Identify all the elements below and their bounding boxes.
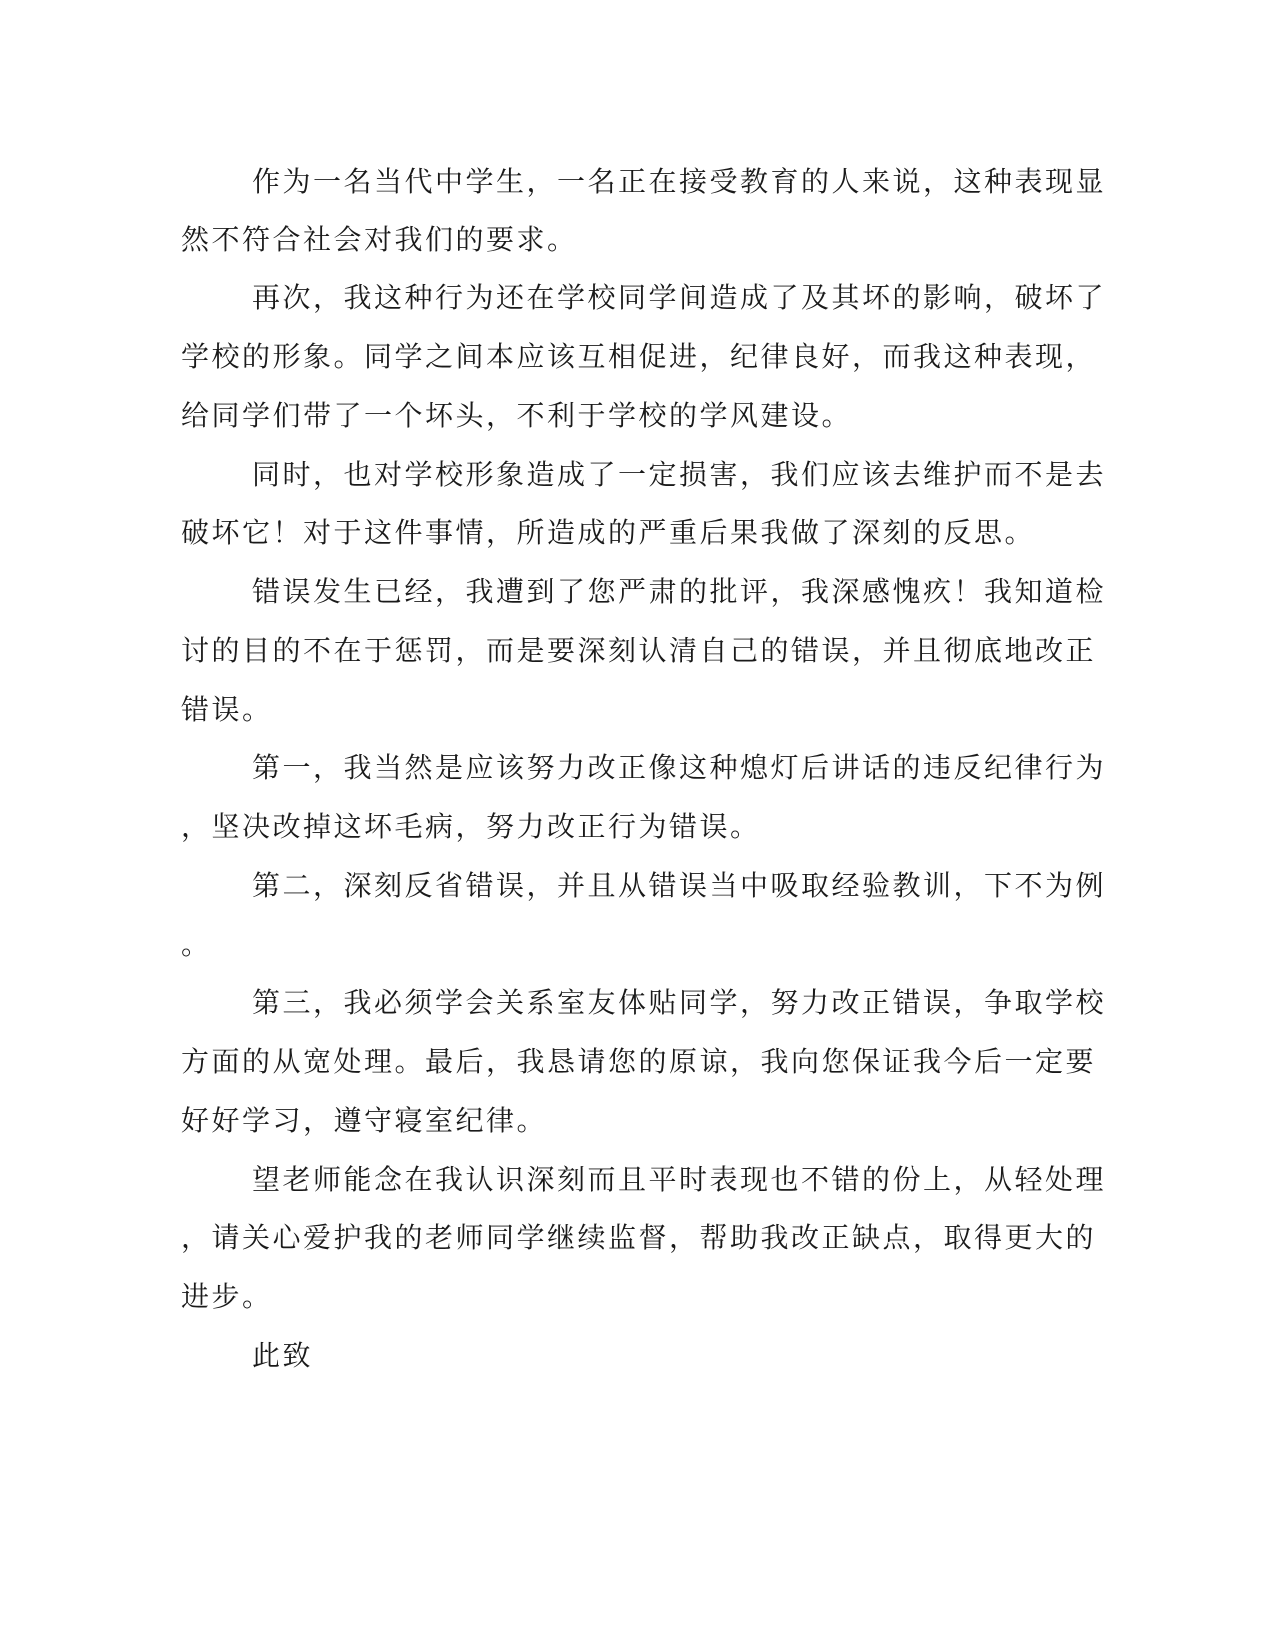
text-line: 望老师能念在我认识深刻而且平时表现也不错的份上，从轻处理 — [252, 1163, 1107, 1196]
text-line: 同时，也对学校形象造成了一定损害，我们应该去维护而不是去 — [252, 458, 1107, 491]
text-line: 给同学们带了一个坏头，不利于学校的学风建设。 — [181, 399, 853, 432]
text-line: 然不符合社会对我们的要求。 — [181, 223, 578, 256]
closing-salutation: 此致 — [252, 1339, 314, 1372]
text-line: 破坏它！对于这件事情，所造成的严重后果我做了深刻的反思。 — [181, 516, 1036, 549]
text-line: 学校的形象。同学之间本应该互相促进，纪律良好，而我这种表现， — [181, 340, 1097, 373]
text-line: 第一，我当然是应该努力改正像这种熄灯后讲话的违反纪律行为 — [252, 751, 1107, 784]
text-line: ，坚决改掉这坏毛病，努力改正行为错误。 — [181, 810, 761, 843]
text-line: 再次，我这种行为还在学校同学间造成了及其坏的影响，破坏了 — [252, 281, 1107, 314]
text-line: 第二，深刻反省错误，并且从错误当中吸取经验教训，下不为例 — [252, 869, 1107, 902]
text-line: 。 — [181, 928, 212, 961]
text-line: 错误发生已经，我遭到了您严肃的批评，我深感愧疚！我知道检 — [252, 575, 1107, 608]
text-line: 方面的从宽处理。最后，我恳请您的原谅，我向您保证我今后一定要 — [181, 1045, 1097, 1078]
text-line: ，请关心爱护我的老师同学继续监督，帮助我改正缺点，取得更大的 — [181, 1221, 1097, 1254]
text-line: 第三，我必须学会关系室友体贴同学，努力改正错误，争取学校 — [252, 986, 1107, 1019]
text-line: 作为一名当代中学生，一名正在接受教育的人来说，这种表现显 — [252, 165, 1107, 198]
text-line: 讨的目的不在于惩罚，而是要深刻认清自己的错误，并且彻底地改正 — [181, 634, 1097, 667]
text-line: 进步。 — [181, 1280, 273, 1313]
text-line: 错误。 — [181, 693, 273, 726]
text-line: 好好学习，遵守寝室纪律。 — [181, 1104, 548, 1137]
